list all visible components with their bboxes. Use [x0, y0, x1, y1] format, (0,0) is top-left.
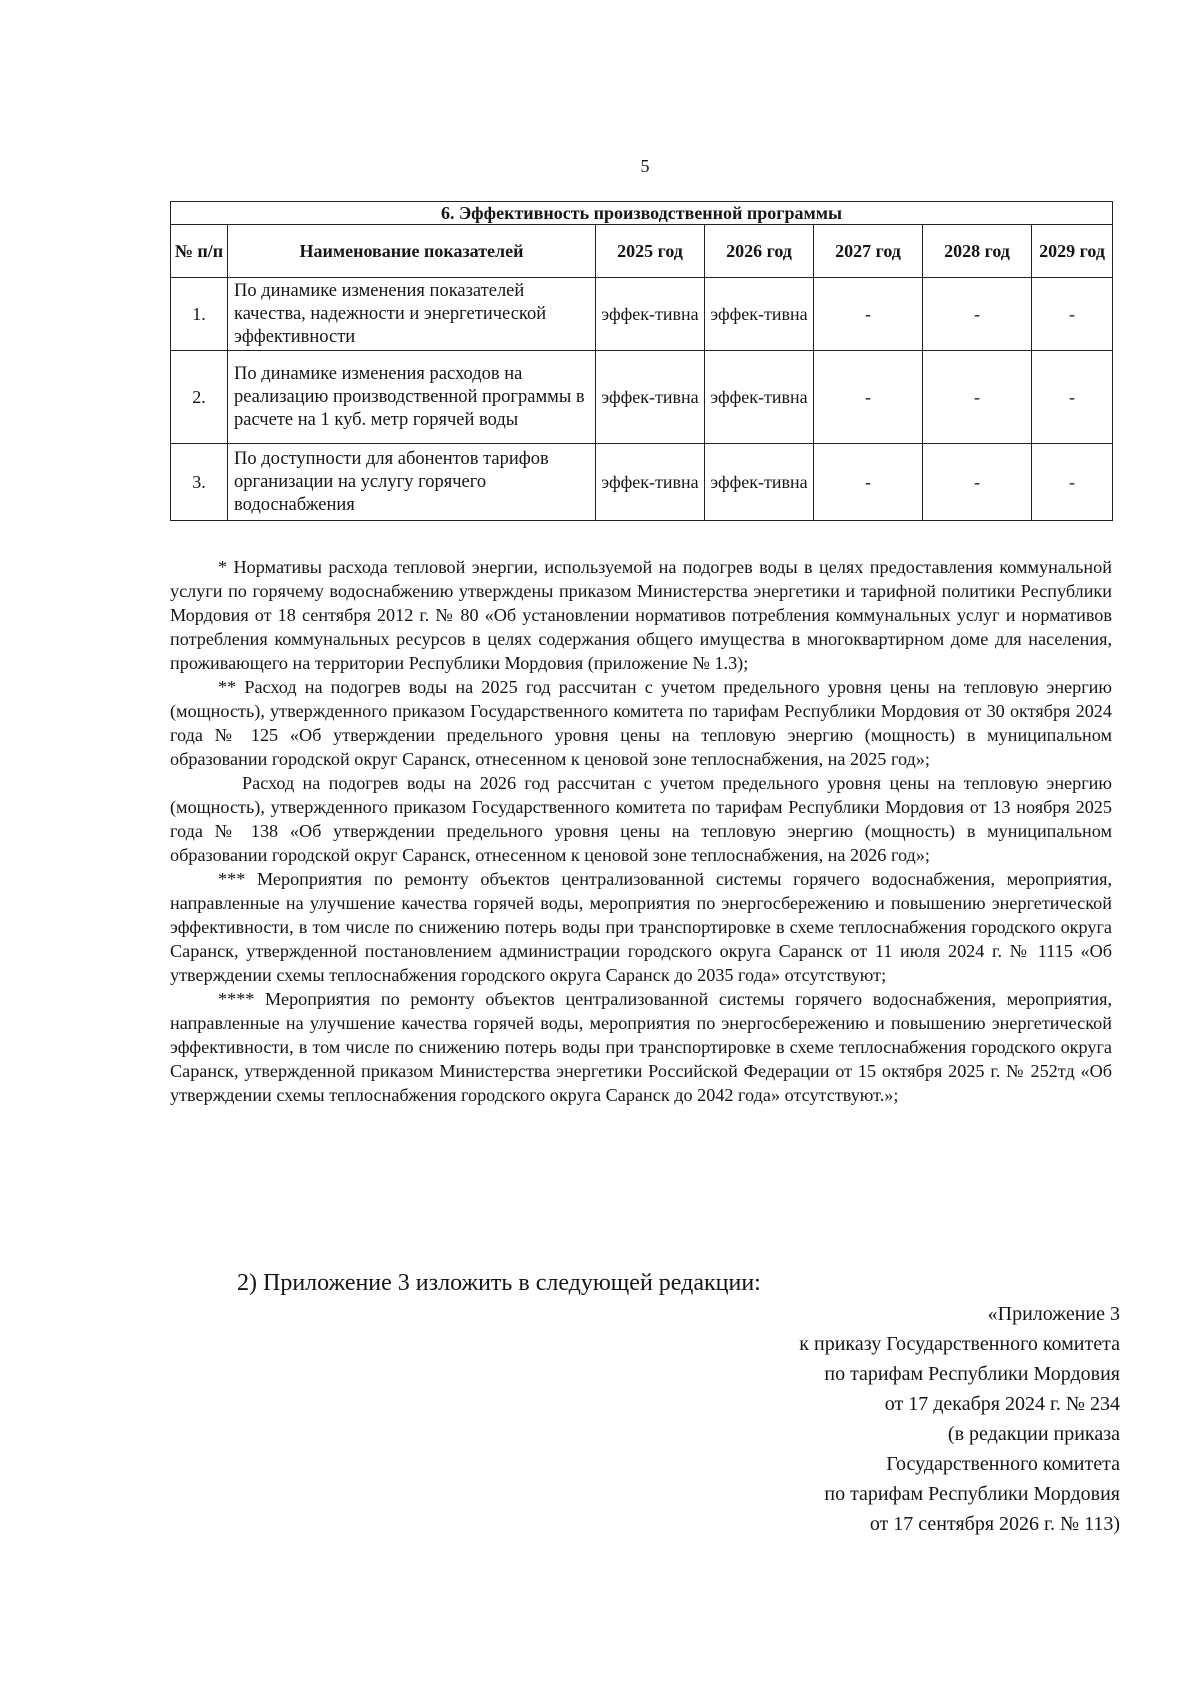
appendix-ref-line: «Приложение 3: [987, 1303, 1120, 1325]
header-year-2029: 2029 год: [1032, 225, 1113, 278]
table-row: [171, 278, 1113, 351]
row-value-2025: эффек-тивна: [596, 444, 705, 521]
row-indicator-name: По динамике изменения показателей качества, надежности и энергетической эффективности: [228, 278, 596, 351]
table-title: 6. Эффективность производственной программы: [171, 202, 1113, 225]
row-value-2026: эффек-тивна: [705, 444, 814, 521]
footnote-2: ** Расход на подогрев воды на 2025 год рассчитан с учетом предельного уровня цены на тепловую энергию (мощность), утвержденного приказом Государственного комитета по тарифам Республики Мордовия от 30 октября 2024 года № 125 «Об утверждении предельного уровня цены на тепловую энергию (мощность) в муниципальном образовании городской округ Саранск, отнесенном к ценовой зоне теплоснабжения, на 2025 год»;: [170, 677, 1112, 769]
appendix-reference: [600, 1299, 1120, 1539]
footnote-1: * Нормативы расхода тепловой энергии, используемой на подогрев воды в целях предоставления коммунальной услуги по горячему водоснабжению утверждены приказом Министерства энергетики и тарифной политики Республики Мордовия от 18 сентября 2012 г. № 80 «Об установлении нормативов потребления коммунальных услуг и нормативов потребления коммунальных ресурсов в целях содержания общего имущества в многоквартирном доме для населения, проживающего на территории Республики Мордовия (приложение № 1.3);: [170, 557, 1112, 673]
appendix-ref-line: от 17 сентября 2026 г. № 113): [869, 1513, 1120, 1535]
footnote-4: **** Мероприятия по ремонту объектов централизованной системы горячего водоснабжения, мероприятия, направленные на улучшение качества горячей воды, мероприятия по энергосбережению и повышению энергетической эффективности, в том числе по снижению потерь воды при транспортировке в схеме теплоснабжения городского округа Саранск, утвержденной приказом Министерства энергетики Российской Федерации от 15 октября 2025 г. № 252тд «Об утверждении схемы теплоснабжения городского округа Саранск до 2042 года» отсутствуют.»;: [170, 989, 1112, 1105]
row-value-2028: -: [923, 444, 1032, 521]
row-value-2029: -: [1032, 278, 1113, 351]
row-value-2026: эффек-тивна: [705, 351, 814, 444]
row-indicator-name: По доступности для абонентов тарифов организации на услугу горячего водоснабжения: [228, 444, 596, 521]
row-number: 3.: [171, 444, 228, 521]
appendix-ref-line: (в редакции приказа: [947, 1423, 1120, 1445]
footnote-3: *** Мероприятия по ремонту объектов централизованной системы горячего водоснабжения, мероприятия, направленные на улучшение качества горячей воды, мероприятия по энергосбережению и повышению энергетической эффективности, в том числе по снижению потерь воды при транспортировке в схеме теплоснабжения городского округа Саранск, утвержденной постановлением администрации городского округа Саранск от 11 июля 2024 г. № 1115 «Об утверждении схемы теплоснабжения городского округа Саранск до 2035 года» отсутствуют;: [170, 869, 1112, 985]
page-number: 5: [640, 156, 650, 176]
header-year-2028: 2028 год: [923, 225, 1032, 278]
row-value-2029: -: [1032, 351, 1113, 444]
appendix-ref-line: Государственного комитета: [886, 1453, 1120, 1475]
row-value-2029: -: [1032, 444, 1113, 521]
efficiency-table: [170, 201, 1113, 521]
header-year-2026: 2026 год: [705, 225, 814, 278]
appendix-ref-line: по тарифам Республики Мордовия: [824, 1483, 1120, 1505]
row-value-2027: -: [814, 351, 923, 444]
header-year-2027: 2027 год: [814, 225, 923, 278]
row-number: 1.: [171, 278, 228, 351]
row-value-2026: эффек-тивна: [705, 278, 814, 351]
appendix-ref-line: по тарифам Республики Мордовия: [824, 1363, 1120, 1385]
row-value-2027: -: [814, 444, 923, 521]
appendix-ref-line: к приказу Государственного комитета: [799, 1333, 1120, 1355]
row-value-2028: -: [923, 351, 1032, 444]
row-value-2028: -: [923, 278, 1032, 351]
row-value-2027: -: [814, 278, 923, 351]
footnotes: [170, 555, 1112, 1107]
header-year-2025: 2025 год: [596, 225, 705, 278]
table-header-row: [171, 225, 1113, 278]
row-value-2025: эффек-тивна: [596, 278, 705, 351]
row-number: 2.: [171, 351, 228, 444]
footnote-2-continued: Расход на подогрев воды на 2026 год рассчитан с учетом предельного уровня цены на тепловую энергию (мощность), утвержденного приказом Государственного комитета по тарифам Республики Мордовия от 13 ноября 2025 года № 138 «Об утверждении предельного уровня цены на тепловую энергию (мощность) в муниципальном образовании городской округ Саранск, отнесенном к ценовой зоне теплоснабжения, на 2026 год»;: [170, 773, 1112, 865]
table-row: [171, 444, 1113, 521]
row-indicator-name: По динамике изменения расходов на реализацию производственной программы в расчете на 1 куб. метр горячей воды: [228, 351, 596, 444]
row-value-2025: эффек-тивна: [596, 351, 705, 444]
header-name: Наименование показателей: [228, 225, 596, 278]
appendix-ref-line: от 17 декабря 2024 г. № 234: [884, 1393, 1120, 1415]
item-2-heading: 2) Приложение 3 изложить в следующей редакции:: [237, 1270, 761, 1296]
table-row: [171, 351, 1113, 444]
header-num: № п/п: [171, 225, 228, 278]
